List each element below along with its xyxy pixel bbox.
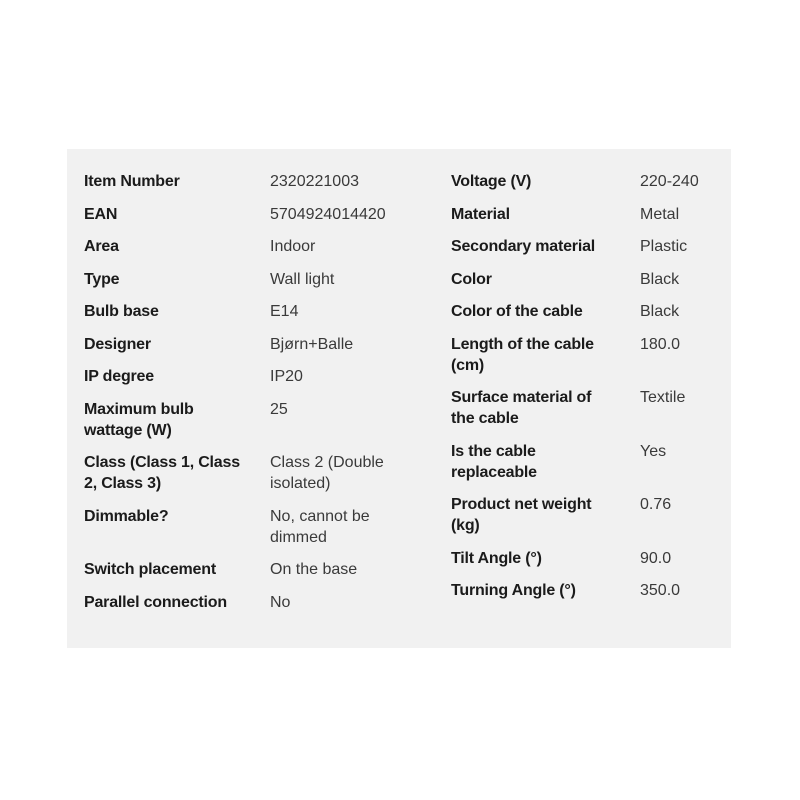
spec-label: Voltage (V)	[451, 173, 532, 190]
spec-value: Plastic	[640, 238, 688, 255]
spec-value: Black	[640, 270, 680, 288]
spec-label: Class (Class 1, Class 2, Class 3)	[84, 454, 240, 492]
spec-label: Material	[451, 205, 510, 223]
spec-row-designer	[84, 334, 405, 355]
spec-label: Product net weight (kg)	[451, 496, 592, 534]
spec-row-switch-placement	[84, 559, 405, 580]
spec-label: Switch placement	[84, 561, 216, 578]
spec-row-net-weight	[451, 494, 714, 536]
spec-row-max-bulb-wattage	[84, 399, 405, 441]
spec-label: Dimmable?	[84, 507, 169, 525]
spec-value: IP20	[270, 368, 303, 385]
spec-value: Metal	[640, 205, 680, 223]
spec-value: E14	[270, 303, 299, 320]
spec-value: 5704924014420	[270, 205, 386, 223]
spec-label: Parallel connection	[84, 593, 227, 611]
spec-value: 180.0	[640, 335, 681, 353]
spec-label: Color	[451, 270, 492, 288]
spec-row-item-number	[84, 171, 405, 192]
spec-value: 220-240	[640, 173, 699, 190]
spec-row-type	[84, 269, 405, 290]
spec-row-cable-surface-material	[451, 387, 714, 429]
spec-row-dimmable	[84, 506, 405, 548]
spec-row-secondary-material	[451, 236, 714, 257]
spec-label: Designer	[84, 335, 151, 353]
spec-label: Surface material of the cable	[451, 389, 592, 427]
spec-value: On the base	[270, 561, 358, 578]
spec-row-cable-replaceable	[451, 441, 714, 483]
spec-row-cable-length	[451, 334, 714, 376]
spec-value: 350.0	[640, 582, 681, 599]
spec-label: Item Number	[84, 173, 180, 190]
spec-label: Bulb base	[84, 303, 159, 320]
spec-value: Bjørn+Balle	[270, 335, 354, 353]
spec-value: 2320221003	[270, 173, 359, 190]
spec-value: 25	[270, 400, 288, 418]
spec-row-turning-angle	[451, 580, 714, 601]
spec-label: IP degree	[84, 368, 154, 385]
spec-value: Black	[640, 303, 680, 320]
spec-value: No, cannot be dimmed	[270, 507, 370, 546]
spec-label: Area	[84, 238, 119, 255]
spec-row-bulb-base	[84, 301, 405, 322]
spec-column-right	[451, 171, 714, 613]
spec-value: 90.0	[640, 549, 672, 567]
spec-row-area	[84, 236, 405, 257]
spec-value: Class 2 (Double isolated)	[270, 454, 384, 492]
spec-row-material	[451, 204, 714, 225]
spec-value: Textile	[640, 389, 686, 406]
spec-row-ean	[84, 204, 405, 225]
spec-value: No	[270, 593, 291, 611]
spec-row-cable-color	[451, 301, 714, 322]
spec-row-class	[84, 452, 405, 494]
spec-label: Length of the cable (cm)	[451, 335, 594, 374]
product-specifications-panel	[67, 149, 731, 648]
spec-label: Color of the cable	[451, 303, 583, 320]
spec-row-ip-degree	[84, 366, 405, 387]
spec-row-parallel-connection	[84, 592, 405, 613]
spec-value: 0.76	[640, 496, 672, 513]
spec-label: EAN	[84, 205, 118, 223]
spec-column-left	[84, 171, 405, 624]
spec-row-tilt-angle	[451, 548, 714, 569]
spec-label: Tilt Angle (°)	[451, 549, 542, 567]
spec-label: Is the cable replaceable	[451, 442, 537, 481]
spec-value: Yes	[640, 442, 667, 460]
spec-label: Maximum bulb wattage (W)	[84, 400, 194, 439]
spec-value: Wall light	[270, 270, 335, 288]
spec-value: Indoor	[270, 238, 316, 255]
spec-label: Turning Angle (°)	[451, 582, 576, 599]
spec-row-voltage	[451, 171, 714, 192]
spec-label: Type	[84, 270, 120, 288]
spec-row-color	[451, 269, 714, 290]
spec-label: Secondary material	[451, 238, 596, 255]
